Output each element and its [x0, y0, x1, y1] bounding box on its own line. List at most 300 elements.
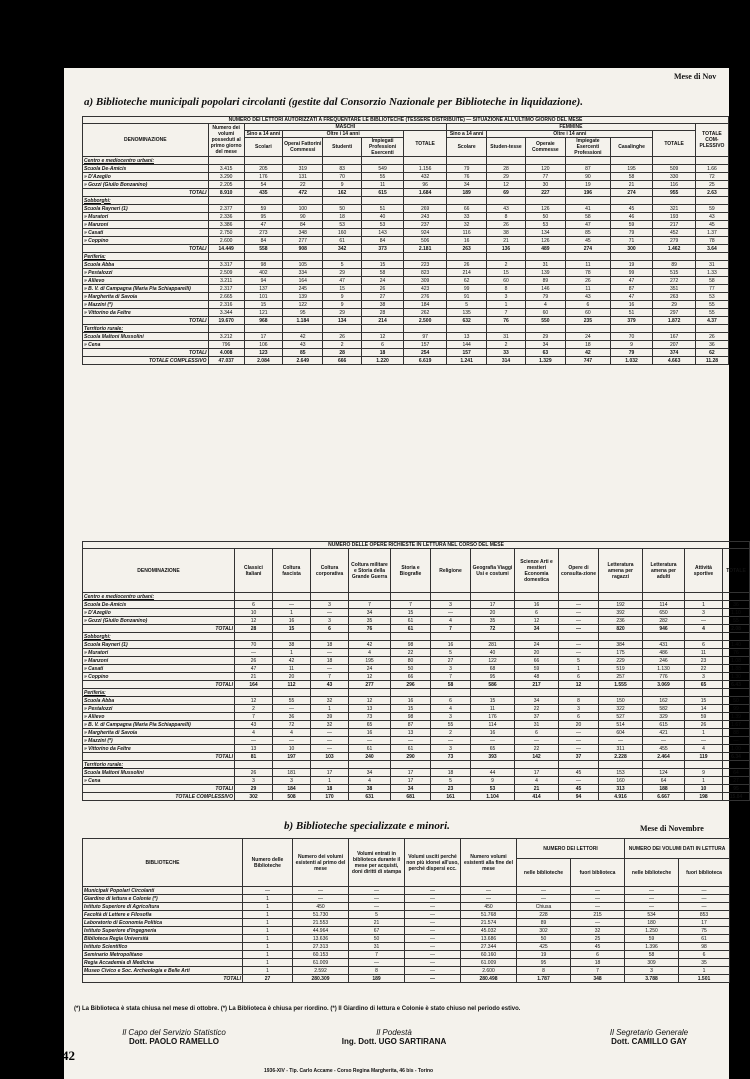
empty-cell: [361, 157, 404, 165]
table-cell: 120: [525, 165, 565, 173]
table-cell: 51: [610, 309, 653, 317]
total-cell: 2.181: [404, 245, 447, 253]
grand-total-cell: 1.220: [361, 357, 404, 365]
table-cell: 175: [599, 649, 643, 657]
table-cell: 348: [283, 229, 323, 237]
table-cell: 16: [273, 617, 311, 625]
empty-cell: [599, 593, 643, 601]
table-cell: 7: [349, 951, 405, 959]
table-cell: 4: [273, 729, 311, 737]
table-cell: 61.009: [461, 959, 517, 967]
total-cell: 10: [685, 785, 723, 793]
empty-cell: [559, 761, 599, 769]
table-cell: 87: [610, 285, 653, 293]
empty-cell: [208, 157, 244, 165]
readers-table: [82, 116, 729, 365]
table-cell: —: [559, 729, 599, 737]
table-cell: 76: [446, 173, 486, 181]
table-cell: 32: [446, 221, 486, 229]
table-cell: 1: [273, 649, 311, 657]
table-cell: 146: [525, 285, 565, 293]
total-cell: —: [559, 625, 599, 633]
femmine-totale: TOTALE: [653, 131, 696, 157]
col-lettori: NUMERO DEI LETTORI: [517, 839, 625, 859]
table-cell: 423: [404, 285, 447, 293]
row-name: » Vittorino da Feltre: [83, 745, 235, 753]
col-volumi-entrati: Volumi entrati in biblioteca durante il mese per acquisti, doni diritti di stampa: [349, 839, 405, 887]
table-cell: —: [405, 887, 461, 895]
table-cell: 3.344: [208, 309, 244, 317]
table-row: [83, 173, 729, 181]
table-cell: 228: [517, 911, 571, 919]
table-cell: 34: [349, 609, 391, 617]
table-cell: 3: [235, 777, 273, 785]
table-cell: 78: [566, 269, 611, 277]
table-cell: 5: [431, 649, 471, 657]
table-cell: 90: [283, 213, 323, 221]
empty-cell: [323, 325, 361, 333]
total-cell: 189: [446, 189, 486, 197]
table-cell: 44: [471, 769, 515, 777]
table-cell: —: [571, 887, 625, 895]
table-cell: 47: [610, 277, 653, 285]
table-cell: 51: [361, 205, 404, 213]
table-cell: 1.30: [723, 673, 750, 681]
section-header-row: [83, 253, 729, 261]
total-cell: 3.788: [625, 975, 679, 983]
total-cell: 342: [323, 245, 361, 253]
total-cell: 197: [273, 753, 311, 761]
table-cell: 6: [515, 729, 559, 737]
table-cell: 39: [311, 713, 349, 721]
table-cell: 4: [525, 301, 565, 309]
table-cell: 157: [404, 341, 447, 349]
empty-cell: [431, 761, 471, 769]
total-cell: 73: [431, 753, 471, 761]
table-cell: 192: [599, 601, 643, 609]
table-row: [83, 959, 730, 967]
empty-cell: [643, 633, 685, 641]
table-cell: 60.160: [461, 951, 517, 959]
table-cell: 53: [323, 221, 361, 229]
table-cell: 1.00: [723, 745, 750, 753]
total-cell: 955: [653, 189, 696, 197]
table-cell: 134: [525, 229, 565, 237]
total-cell: 12: [559, 681, 599, 689]
table-cell: 9: [610, 341, 653, 349]
section-header-row: [83, 761, 750, 769]
table-cell: 1.250: [625, 927, 679, 935]
table-cell: 11: [685, 649, 723, 657]
table-cell: 116: [653, 181, 696, 189]
table-cell: 37: [515, 713, 559, 721]
row-name: » Pestalozzi: [83, 705, 235, 713]
table-cell: 16: [610, 301, 653, 309]
table-cell: 452: [653, 229, 696, 237]
table-cell: —: [571, 903, 625, 911]
table-cell: 319: [283, 165, 323, 173]
table-cell: 4: [515, 777, 559, 785]
empty-cell: [723, 633, 750, 641]
table-cell: 16: [515, 601, 559, 609]
table-cell: 12: [235, 617, 273, 625]
table-cell: 263: [653, 293, 696, 301]
table-cell: 1: [685, 601, 723, 609]
requested-works-table: [82, 541, 750, 801]
table-cell: —: [559, 601, 599, 609]
table-cell: 6: [515, 609, 559, 617]
table-cell: 47: [235, 665, 273, 673]
table-cell: —: [311, 649, 349, 657]
table-cell: 519: [599, 665, 643, 673]
empty-cell: [487, 197, 525, 205]
empty-cell: [311, 761, 349, 769]
table-cell: —: [405, 951, 461, 959]
total-cell: 1.872: [653, 317, 696, 325]
table-cell: —: [311, 665, 349, 673]
table-cell: 15: [391, 705, 431, 713]
empty-cell: [235, 593, 273, 601]
table-cell: 229: [599, 657, 643, 665]
total-cell: 4: [685, 625, 723, 633]
table-cell: 184: [404, 301, 447, 309]
table-row: [83, 729, 750, 737]
table-cell: 2.600: [208, 237, 244, 245]
table-row: [83, 213, 729, 221]
total-cell: 112: [273, 681, 311, 689]
table-cell: 53: [525, 221, 565, 229]
table-cell: 25: [571, 935, 625, 943]
table-cell: —: [559, 649, 599, 657]
table-cell: —: [405, 967, 461, 975]
table-cell: 42: [349, 641, 391, 649]
maschi-header: MASCHI: [244, 124, 446, 131]
total-cell: 290: [391, 753, 431, 761]
table-row: [83, 229, 729, 237]
table-cell: 6: [235, 601, 273, 609]
signature-name: Dott. PAOLO RAMELLO: [128, 1037, 220, 1046]
table-row: [83, 943, 730, 951]
table-row: [83, 665, 750, 673]
table-cell: 60.153: [293, 951, 349, 959]
table-cell: 24: [566, 333, 611, 341]
table-cell: 1.156: [404, 165, 447, 173]
empty-cell: [685, 593, 723, 601]
table-cell: 277: [283, 237, 323, 245]
table-row: [83, 205, 729, 213]
table-cell: 1: [243, 927, 293, 935]
table-cell: 309: [625, 959, 679, 967]
section-header-row: [83, 689, 750, 697]
table-cell: 55: [361, 173, 404, 181]
table-cell: 13: [235, 745, 273, 753]
table-cell: 282: [643, 617, 685, 625]
table-cell: 43: [566, 293, 611, 301]
sub-header: Impiegate Esercenti Professioni: [566, 138, 611, 157]
table-cell: 26: [685, 721, 723, 729]
grand-total-row: [83, 357, 729, 365]
table-cell: 121: [244, 309, 282, 317]
empty-cell: [695, 197, 728, 205]
table-cell: 34: [515, 697, 559, 705]
total-cell: 550: [525, 317, 565, 325]
row-name: Biblioteca Regia Università: [83, 935, 243, 943]
empty-cell: [446, 253, 486, 261]
table-cell: 55: [723, 617, 750, 625]
table-cell: 99: [723, 705, 750, 713]
row-name: » Gozzi (Giulio Bonzanino): [83, 617, 235, 625]
table-cell: 26: [566, 277, 611, 285]
table-cell: Chiusa: [517, 903, 571, 911]
total-cell: 8.910: [208, 189, 244, 197]
table-cell: 26: [487, 221, 525, 229]
empty-cell: [244, 253, 282, 261]
table-cell: 26: [235, 657, 273, 665]
table-cell: —: [311, 729, 349, 737]
table-cell: 98: [391, 713, 431, 721]
section-label: Periferia:: [83, 689, 235, 697]
table-cell: 12: [235, 697, 273, 705]
table-cell: 77: [695, 285, 728, 293]
col-denominazione: DENOMINAZIONE: [83, 549, 235, 593]
total-cell: 2.500: [404, 317, 447, 325]
table-cell: 2: [323, 341, 361, 349]
table-cell: 1: [243, 943, 293, 951]
table-cell: 450: [293, 903, 349, 911]
signature-role: Il Segretario Generale: [609, 1028, 689, 1037]
table-cell: 2.750: [208, 229, 244, 237]
empty-cell: [273, 593, 311, 601]
table-cell: 42: [283, 333, 323, 341]
table-cell: 455: [643, 745, 685, 753]
empty-cell: [653, 253, 696, 261]
total-cell: 28: [235, 625, 273, 633]
empty-cell: [653, 197, 696, 205]
empty-cell: [431, 689, 471, 697]
table-cell: —: [559, 617, 599, 625]
grand-total-cell: 631: [349, 793, 391, 801]
table-cell: 60: [566, 309, 611, 317]
femmine-header: FEMMINE: [446, 124, 695, 131]
table-cell: 64: [723, 769, 750, 777]
table-cell: —: [517, 895, 571, 903]
table-cell: 9: [323, 293, 361, 301]
table-cell: 153: [599, 769, 643, 777]
grand-total-cell: 508: [273, 793, 311, 801]
table-cell: 7: [311, 673, 349, 681]
total-row: [83, 317, 729, 325]
grand-total-cell: 4.663: [653, 357, 696, 365]
sub-header: Studenti: [323, 138, 361, 157]
empty-cell: [471, 593, 515, 601]
table-cell: 20: [471, 609, 515, 617]
table-cell: 30: [525, 181, 565, 189]
table-cell: 22: [391, 649, 431, 657]
col-header: Coltura corporativa: [311, 549, 349, 593]
month-label-b: Mese di Novembre: [640, 824, 704, 833]
col-denominazione: DENOMINAZIONE: [83, 124, 209, 157]
table-cell: —: [559, 737, 599, 745]
total-cell: 6.43: [723, 681, 750, 689]
grand-total-cell: 681: [391, 793, 431, 801]
table-cell: 924: [404, 229, 447, 237]
table-cell: 28: [361, 309, 404, 317]
table-cell: 2.665: [208, 293, 244, 301]
table-cell: 55: [695, 301, 728, 309]
table-cell: 87: [391, 721, 431, 729]
table-cell: 18: [311, 657, 349, 665]
total-row: [83, 625, 750, 633]
total-cell: 280.498: [461, 975, 517, 983]
table-cell: 3: [559, 705, 599, 713]
table-cell: 80: [391, 657, 431, 665]
empty-cell: [404, 253, 447, 261]
col-header: Letteratura amena per ragazzi: [599, 549, 643, 593]
empty-cell: [323, 253, 361, 261]
table-cell: 1: [243, 895, 293, 903]
total-cell: 14.449: [208, 245, 244, 253]
total-cell: 42: [566, 349, 611, 357]
table-cell: —: [405, 911, 461, 919]
sub-header: Studen-tesse: [487, 138, 525, 157]
empty-cell: [525, 325, 565, 333]
table-cell: 3: [311, 601, 349, 609]
row-name: Scuola Abba: [83, 261, 209, 269]
total-cell: 21: [515, 785, 559, 793]
row-name: » Vittorino da Feltre: [83, 309, 209, 317]
month-label: Mese di Nov: [674, 72, 717, 81]
grand-total-cell: 1.104: [471, 793, 515, 801]
table-row: [83, 721, 750, 729]
row-name: » Manzoni: [83, 657, 235, 665]
total-cell: 3.069: [643, 681, 685, 689]
table-cell: 31: [515, 721, 559, 729]
total-cell: 69: [487, 189, 525, 197]
table-cell: 3: [625, 967, 679, 975]
table-cell: 29: [487, 173, 525, 181]
table-cell: 47: [566, 221, 611, 229]
empty-cell: [235, 633, 273, 641]
empty-cell: [244, 325, 282, 333]
table-row: [83, 293, 729, 301]
table-cell: 60: [525, 309, 565, 317]
table-cell: 26: [446, 261, 486, 269]
table-cell: —: [293, 887, 349, 895]
table-cell: 329: [643, 713, 685, 721]
total-cell: 472: [283, 189, 323, 197]
row-name: Scuola De-Amicis: [83, 601, 235, 609]
table-cell: 243: [404, 213, 447, 221]
table-cell: 214: [446, 269, 486, 277]
total-cell: 2.63: [695, 189, 728, 197]
table-cell: 1: [243, 903, 293, 911]
table-cell: 1.10: [723, 609, 750, 617]
section-label: Territorio rurale:: [83, 325, 209, 333]
table-cell: 38: [487, 229, 525, 237]
table-cell: 195: [349, 657, 391, 665]
empty-cell: [610, 253, 653, 261]
table-cell: 35: [471, 617, 515, 625]
grand-total-cell: 414: [515, 793, 559, 801]
table-cell: 96: [404, 181, 447, 189]
table-cell: 87: [566, 165, 611, 173]
specialized-libraries-table: [82, 838, 730, 983]
table-cell: 45: [610, 205, 653, 213]
table-cell: 11: [566, 285, 611, 293]
table-cell: 88: [723, 729, 750, 737]
table-cell: 5: [446, 301, 486, 309]
total-cell: 586: [471, 681, 515, 689]
total-cell: 393: [471, 753, 515, 761]
table-cell: 3: [273, 777, 311, 785]
empty-cell: [515, 761, 559, 769]
table-cell: —: [235, 649, 273, 657]
table-cell: 269: [404, 205, 447, 213]
total-cell: 379: [610, 317, 653, 325]
table-row: [83, 237, 729, 245]
table-cell: 90: [566, 173, 611, 181]
table-cell: 18: [323, 213, 361, 221]
total-cell: 58: [431, 681, 471, 689]
table-cell: 116: [446, 229, 486, 237]
empty-cell: [283, 197, 323, 205]
table-cell: 421: [643, 729, 685, 737]
table-cell: —: [311, 609, 349, 617]
table-cell: 162: [643, 697, 685, 705]
sub-header: Casalinghe: [610, 138, 653, 157]
table-cell: 302: [517, 927, 571, 935]
table-cell: 50: [323, 205, 361, 213]
col-header: Classici Italiani: [235, 549, 273, 593]
section-header-row: [83, 197, 729, 205]
table-cell: 24: [361, 277, 404, 285]
table-cell: 276: [404, 293, 447, 301]
table-cell: 95: [283, 309, 323, 317]
signature-role: Il Podestà: [376, 1028, 412, 1037]
total-cell: 18: [311, 785, 349, 793]
total-cell: 280.309: [293, 975, 349, 983]
table-cell: 2.600: [461, 967, 517, 975]
row-name: Municipali Popolari Circolanti: [83, 887, 243, 895]
table-cell: 11: [471, 705, 515, 713]
grand-total-cell: 302: [235, 793, 273, 801]
total-cell: 263: [446, 245, 486, 253]
col-lettori-nelle: nelle biblioteche: [517, 859, 571, 887]
table-cell: 1: [679, 967, 730, 975]
table-cell: 106: [244, 341, 282, 349]
table-cell: 1.08: [723, 657, 750, 665]
total-cell: 274: [566, 245, 611, 253]
col-header: Geografia Viaggi Usi e costumi: [471, 549, 515, 593]
table-cell: 137: [244, 285, 282, 293]
empty-cell: [404, 157, 447, 165]
table-cell: 582: [643, 705, 685, 713]
total-cell: 373: [361, 245, 404, 253]
table-cell: 2.316: [208, 301, 244, 309]
total-cell: 1.684: [404, 189, 447, 197]
table-cell: 17: [311, 769, 349, 777]
table-cell: 59: [515, 665, 559, 673]
signature-secretary: [569, 1028, 729, 1046]
table-cell: 50: [723, 697, 750, 705]
total-cell: 45: [559, 785, 599, 793]
table-cell: 26: [695, 333, 728, 341]
empty-cell: [311, 689, 349, 697]
col-volumi-nelle: nelle biblioteche: [625, 859, 679, 887]
printer-imprint: 1936-XIV - Tip. Carlo Accame - Corso Regina Margherita, 46 bis - Torino: [264, 1068, 434, 1074]
grand-total-cell: 4.916: [599, 793, 643, 801]
empty-cell: [559, 633, 599, 641]
